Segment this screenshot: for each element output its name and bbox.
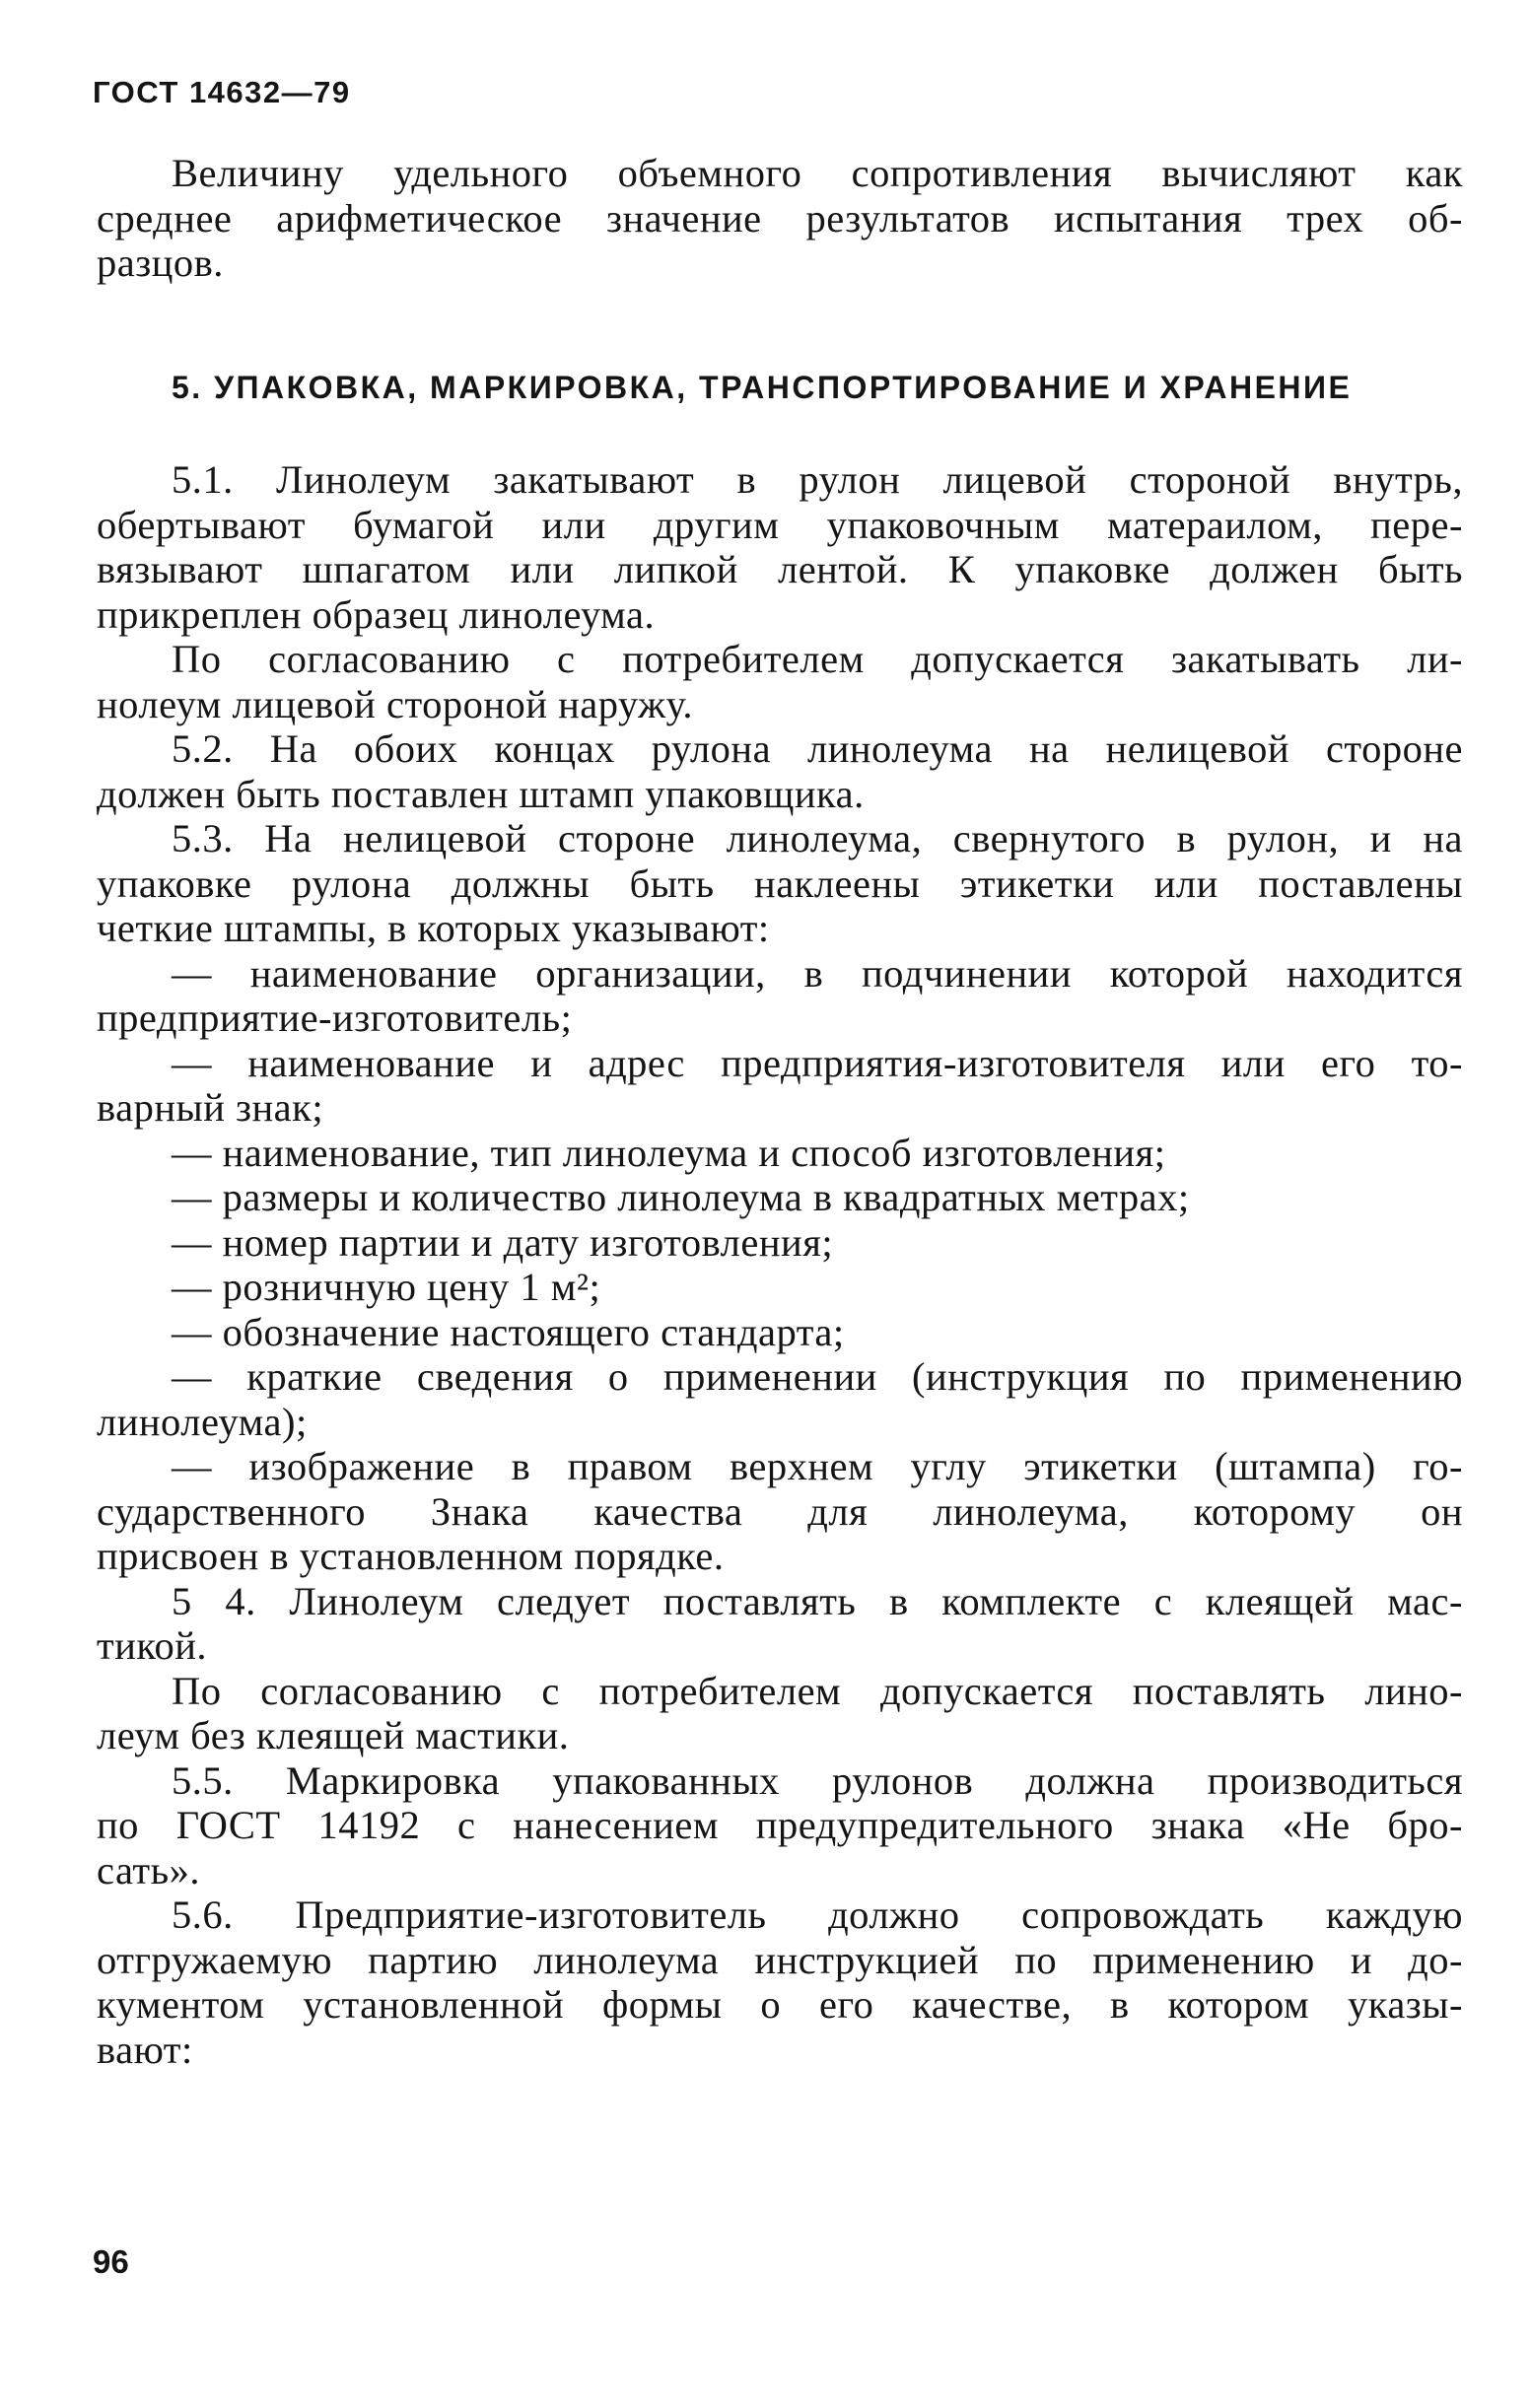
text-line: линолеума); xyxy=(97,1399,308,1444)
text-line: сать». xyxy=(97,1847,200,1892)
text-line: — номер партии и дату изготовления; xyxy=(172,1219,834,1265)
text-line: — размеры и количество линолеума в квадратных метрах; xyxy=(172,1175,1190,1219)
text-line: — изображение в правом верхнем углу этикетки (штампа) го- xyxy=(172,1444,1463,1488)
text-line: леум без клеящей мастики. xyxy=(97,1713,570,1757)
text-line: Величину удельного объемного сопротивления вычисляют как xyxy=(172,151,1463,195)
text-line: — обозначение настоящего стандарта; xyxy=(172,1309,845,1354)
text-line: — краткие сведения о применении (инструкция по применению xyxy=(172,1354,1463,1399)
text-line: четкие штампы, в которых указывают: xyxy=(97,906,770,950)
text-line: отгружаемую партию линолеума инструкцией по применению и до- xyxy=(97,1937,1463,1982)
text-line: 5.2. На обоих концах рулона линолеума на нелицевой стороне xyxy=(172,726,1463,771)
text-line: 5.5. Маркировка упакованных рулонов должна производиться xyxy=(172,1757,1463,1803)
text-line: сударственного Знака качества для линолеума, которому он xyxy=(97,1488,1463,1534)
text-line: варный знак; xyxy=(97,1085,324,1130)
text-line: — розничную цену 1 м²; xyxy=(172,1265,601,1309)
text-line: вязывают шпагатом или липкой лентой. К упаковке должен быть xyxy=(97,547,1463,591)
text-line: обертывают бумагой или другим упаковочным матераилом, пере- xyxy=(97,502,1463,547)
text-line: По согласованию с потребителем допускается поставлять лино- xyxy=(172,1668,1463,1713)
intro-paragraph xyxy=(97,151,1463,286)
text-line: среднее арифметическое значение результатов испытания трех об- xyxy=(97,195,1463,241)
text-line: присвоен в установленном порядке. xyxy=(97,1534,725,1578)
text-line: предприятие-изготовитель; xyxy=(97,996,573,1040)
text-line: по ГОСТ 14192 с нанесением предупредительного знака «Не бро- xyxy=(97,1803,1463,1847)
text-line: 5.1. Линолеум закатывают в рулон лицевой стороной внутрь, xyxy=(172,457,1463,502)
text-line: — наименование организации, в подчинении которой находится xyxy=(172,950,1463,996)
text-line: вают: xyxy=(97,2027,193,2072)
document-header: ГОСТ 14632—79 xyxy=(93,75,351,109)
text-line: 5.3. На нелицевой стороне линолеума, свернутого в рулон, и на xyxy=(172,816,1463,860)
text-line: нолеум лицевой стороной наружу. xyxy=(97,681,693,726)
text-line: — наименование и адрес предприятия-изготовителя или его то- xyxy=(172,1040,1463,1085)
text-line: разцов. xyxy=(97,241,224,285)
text-line: должен быть поставлен штамп упаковщика. xyxy=(97,771,865,816)
text-line: прикреплен образец линолеума. xyxy=(97,591,656,637)
section-body xyxy=(97,457,1463,2072)
text-line: кументом установленной формы о его качестве, в котором указы- xyxy=(97,1982,1463,2027)
text-line: По согласованию с потребителем допускается закатывать ли- xyxy=(172,637,1463,681)
text-line: 5 4. Линолеум следует поставлять в комплекте с клеящей мас- xyxy=(172,1578,1463,1623)
page-number: 96 xyxy=(93,2243,129,2280)
text-line: — наименование, тип линолеума и способ изготовления; xyxy=(172,1130,1166,1175)
text-line: упаковке рулона должны быть наклеены этикетки или поставлены xyxy=(97,860,1463,906)
text-line: тикой. xyxy=(97,1623,208,1668)
section-title: 5. УПАКОВКА, МАРКИРОВКА, ТРАНСПОРТИРОВАНИЕ И ХРАНЕНИЕ xyxy=(172,370,1353,405)
text-line: 5.6. Предприятие-изготовитель должно сопровождать каждую xyxy=(172,1892,1463,1937)
